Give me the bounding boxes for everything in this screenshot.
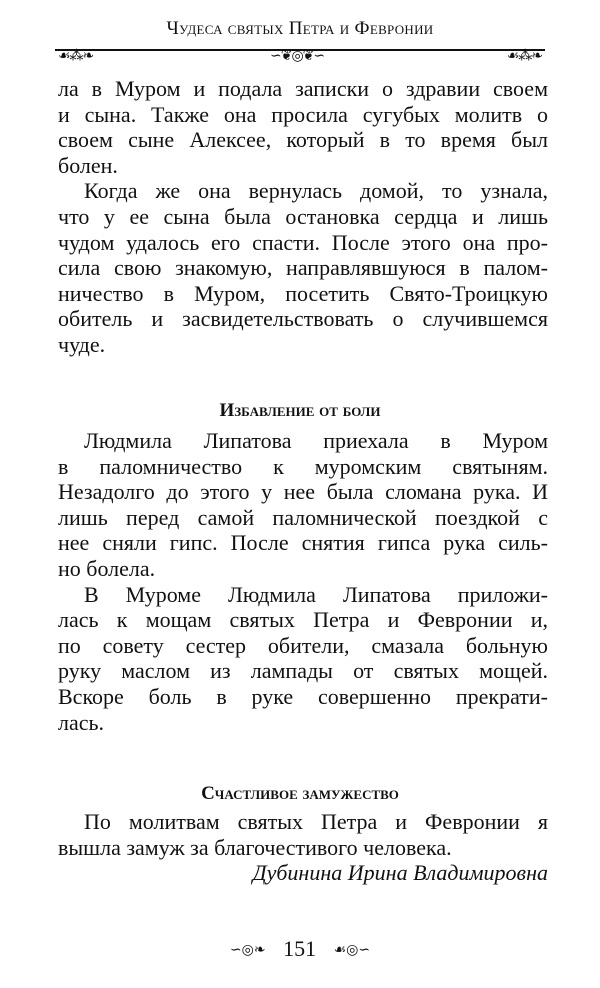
text-line: руку маслом из лампады от святых мощей. xyxy=(58,658,548,684)
text-line: нее сняли гипс. После снятия гипса рука силь- xyxy=(58,530,548,556)
ornament-right: ☙⁂❧ xyxy=(506,49,542,64)
text-line: что у ее сына была остановка сердца и лишь xyxy=(58,203,548,229)
text-line: вышла замуж за благочестивого человека. xyxy=(58,834,452,860)
text-line: чуде. xyxy=(58,331,106,357)
text-line: обитель и засвидетельствовать о случившемся xyxy=(58,306,548,332)
ornament-center: ∽❦◎❦∽ xyxy=(270,49,325,64)
footer-ornament-right: ☙◎∽ xyxy=(333,943,371,959)
page-number: 151 xyxy=(283,936,317,961)
text-line: лишь перед самой паломнической поездкой с xyxy=(58,504,548,530)
footer-ornament-left: ∽◎❧ xyxy=(229,943,266,959)
page-footer xyxy=(0,936,600,962)
text-line: и сына. Также она просила сугубых молитв о xyxy=(58,101,548,127)
text-line: чудом удалось его спасти. После этого она про- xyxy=(58,229,548,255)
text-line: По молитвам святых Петра и Февронии я xyxy=(84,809,548,834)
heading-pain-relief: Избавление от боли xyxy=(219,400,381,421)
ornament-left: ☙⁂❧ xyxy=(58,49,94,64)
heading-happy-marriage: Счастливое замужество xyxy=(201,783,399,804)
text-line: ла в Муром и подала записки о здравии своем xyxy=(58,76,548,101)
text-line: Вскоре боль в руке совершенно прекрати- xyxy=(58,683,548,709)
section-1-body xyxy=(58,76,548,358)
running-header: Чудеса святых Петра и Февронии xyxy=(166,18,434,39)
section-2-body xyxy=(58,428,548,735)
text-line: ничество в Муром, посетить Свято-Троицкую xyxy=(58,280,548,306)
signature-block xyxy=(58,860,548,886)
text-line: В Муроме Людмила Липатова приложи- xyxy=(84,581,548,607)
text-line: лась. xyxy=(58,709,105,735)
text-line: в паломничество к муромским святыням. xyxy=(58,453,548,479)
text-line: болен. xyxy=(58,152,118,178)
text-line: своем сыне Алексее, который в то время был xyxy=(58,127,548,153)
text-line: лась к мощам святых Петра и Февронии и, xyxy=(58,607,548,633)
text-line: сила свою знакомую, направлявшуюся в палом- xyxy=(58,255,548,281)
section-3-body xyxy=(58,809,548,860)
text-line: но болела. xyxy=(58,555,156,581)
text-line: Незадолго до этого у нее была сломана рука. И xyxy=(58,479,548,505)
text-line: по совету сестер обители, смазала больную xyxy=(58,632,548,658)
signature: Дубинина Ирина Владимировна xyxy=(252,860,548,885)
text-line: Когда же она вернулась домой, то узнала, xyxy=(84,178,548,204)
text-line: Людмила Липатова приехала в Муром xyxy=(84,428,548,453)
